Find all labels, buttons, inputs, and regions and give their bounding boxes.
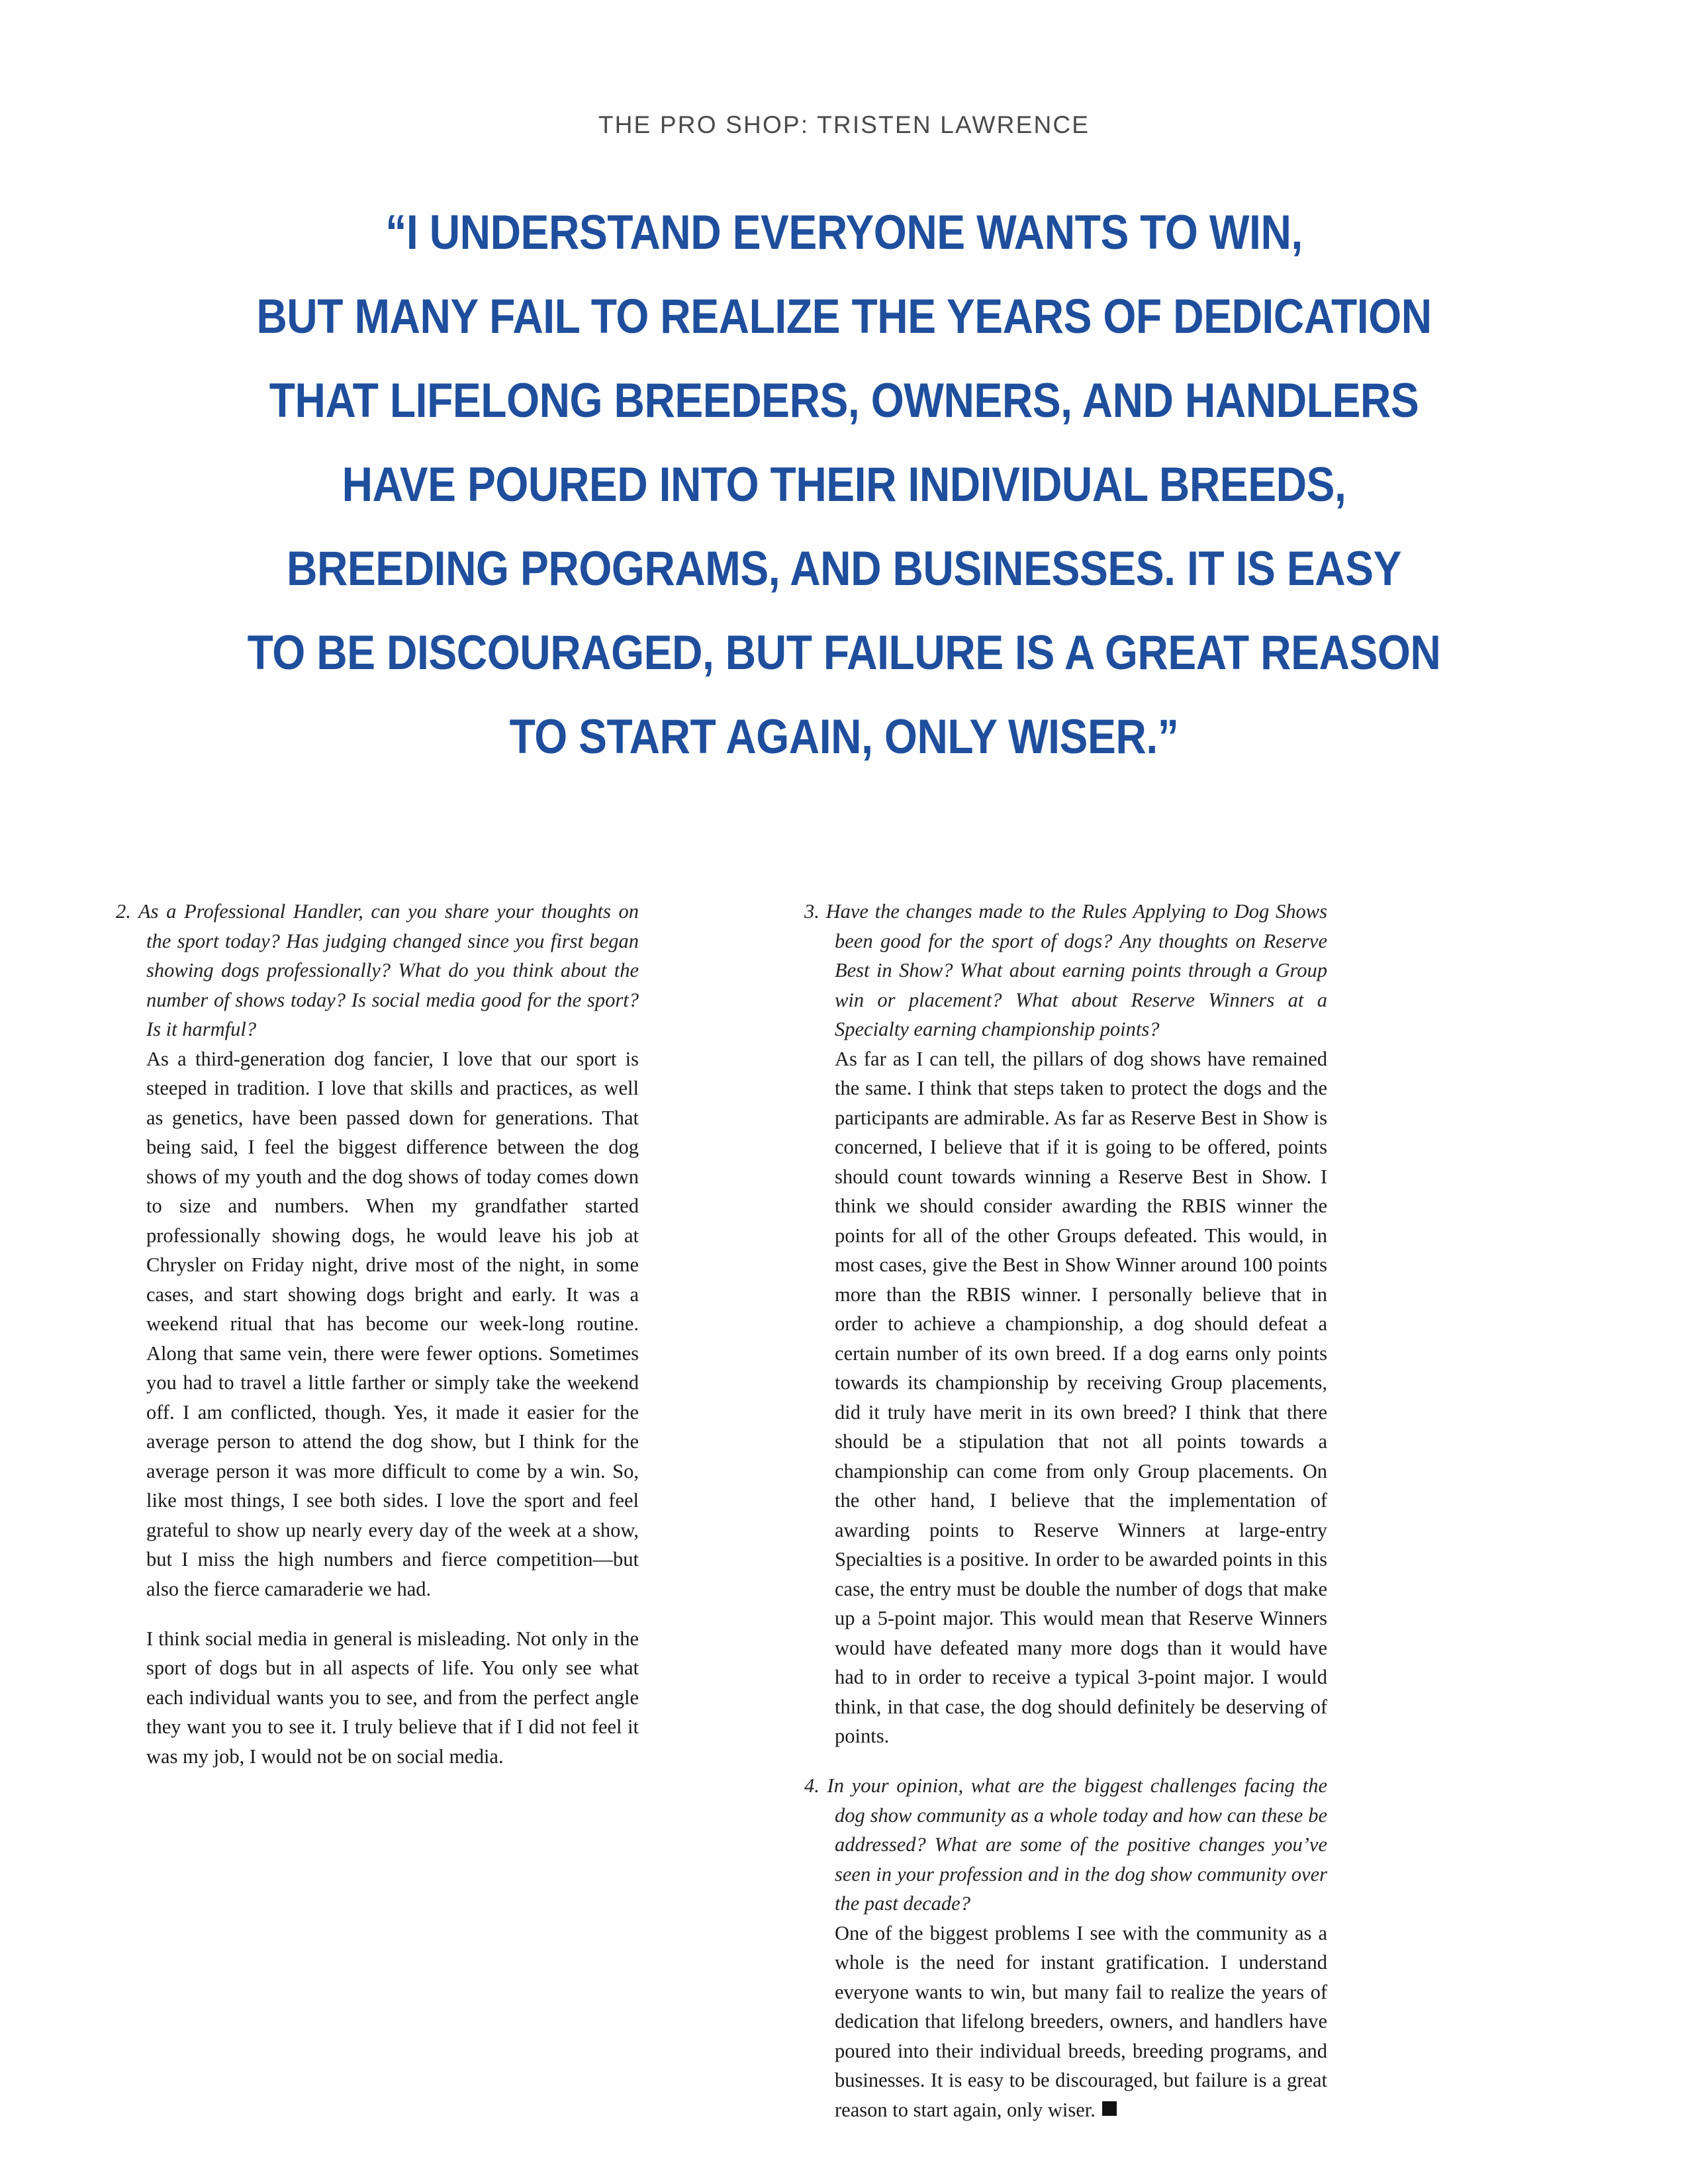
column-left	[116, 897, 639, 1792]
pull-quote-line: TO START AGAIN, ONLY WISER.”	[509, 710, 1179, 764]
running-head: THE PRO SHOP: TRISTEN LAWRENCE	[598, 111, 1090, 138]
body-columns	[116, 897, 1575, 2121]
interview-answer-paragraph: As a third-generation dog fancier, I love that our sport is steeped in tradition. I love that skills and practices, as well as genetics, have been passed down for generations. That being said, I feel the biggest difference between the dog shows of my youth and the dog shows of today comes down to size and numbers. When my grandfather started professionally showing dogs, he would leave his job at Chrysler on Friday night, drive most of the night, in some cases, and start showing dogs bright and early. It was a weekend ritual that has become our week-long routine. Along that same vein, there were fewer options. Sometimes you had to travel a little farther or simply take the weekend off. I am conflicted, though. Yes, it made it easier for the average person to attend the dog show, but I think for the average person it was more difficult to come by a win. So, like most things, I see both sides. I love the sport and feel grateful to show up nearly every day of the week at a show, but I miss the high numbers and fierce competition—but also the fierce camaraderie we had.	[146, 1047, 639, 1600]
pull-quote-line: BUT MANY FAIL TO REALIZE THE YEARS OF DEDICATION	[256, 290, 1432, 343]
qa-block	[804, 897, 1327, 1751]
column-right	[804, 897, 1327, 2145]
qa-block	[116, 897, 639, 1771]
interview-answer-paragraph: As far as I can tell, the pillars of dog shows have remained the same. I think that steps taken to protect the dogs and the participants are admirable. As far as Reserve Best in Show is concerned, I believe that if it is going to be offered, points should count towards winning a Reserve Best in Show. I think we should consider awarding the RBIS winner the points for all of the other Groups defeated. This would, in most cases, give the Best in Show Winner around 100 points more than the RBIS winner. I personally believe that in order to achieve a championship, a dog should defeat a certain number of its own breed. If a dog earns only points towards its championship by receiving Group placements, did it truly have merit in its own breed? I think that there should be a stipulation that not all points towards a championship can come from only Group placements. On the other hand, I believe that the implementation of awarding points to Reserve Winners at large-entry Specialties is a positive. In order to be awarded points in this case, the entry must be double the number of dogs that make up a 5-point major. This would mean that Reserve Winners would have defeated many more dogs than it would have had to in order to receive a typical 3-point major. I would think, in that case, the dog should definitely be deserving of points.	[835, 1047, 1327, 1747]
pull-quote-line: THAT LIFELONG BREEDERS, OWNERS, AND HANDLERS	[269, 374, 1419, 428]
interview-answer-paragraph: I think social media in general is misleading. Not only in the sport of dogs but in all aspects of life. You only see what each individual wants you to see, and from the perfect angle they want you to see it. I truly believe that if I did not feel it was my job, I would not be on social media.	[146, 1627, 639, 1768]
interview-question: 2. As a Professional Handler, can you share your thoughts on the sport today? Has judging changed since you first began showing dogs professionally? What do you think about the number of shows today? Is social media good for the sport? Is it harmful?	[116, 900, 639, 1040]
end-of-article-mark	[1102, 2101, 1117, 2116]
pull-quote-line: “I UNDERSTAND EVERYONE WANTS TO WIN,	[385, 206, 1303, 259]
interview-question: 3. Have the changes made to the Rules Applying to Dog Shows been good for the sport of dogs? Any thoughts on Reserve Best in Show? What about earning points through a Group win or placement? What about Reserve Winners at a Specialty earning championship points?	[804, 900, 1327, 1040]
qa-block	[804, 1771, 1327, 2124]
interview-answer-paragraph	[804, 1919, 1327, 2125]
interview-question: 4. In your opinion, what are the biggest challenges facing the dog show community as a whole today and how can these be addressed? What are some of the positive changes you’ve seen in your profession and in the dog show community over the past decade?	[804, 1774, 1327, 1915]
pull-quote-line: TO BE DISCOURAGED, BUT FAILURE IS A GREAT REASON	[247, 626, 1441, 680]
pull-quote	[235, 191, 1452, 779]
interview-answer-text: One of the biggest problems I see with the community as a whole is the need for instant gratification. I understand everyone wants to win, but many fail to realize the years of dedication that lifelong breeders, owners, and handlers have poured into their individual breeds, breeding programs, and businesses. It is easy to be discouraged, but failure is a great reason to start again, only wiser.	[835, 1921, 1327, 2121]
pull-quote-line: HAVE POURED INTO THEIR INDIVIDUAL BREEDS,	[342, 458, 1346, 512]
pull-quote-line: BREEDING PROGRAMS, AND BUSINESSES. IT IS EASY	[286, 542, 1401, 596]
